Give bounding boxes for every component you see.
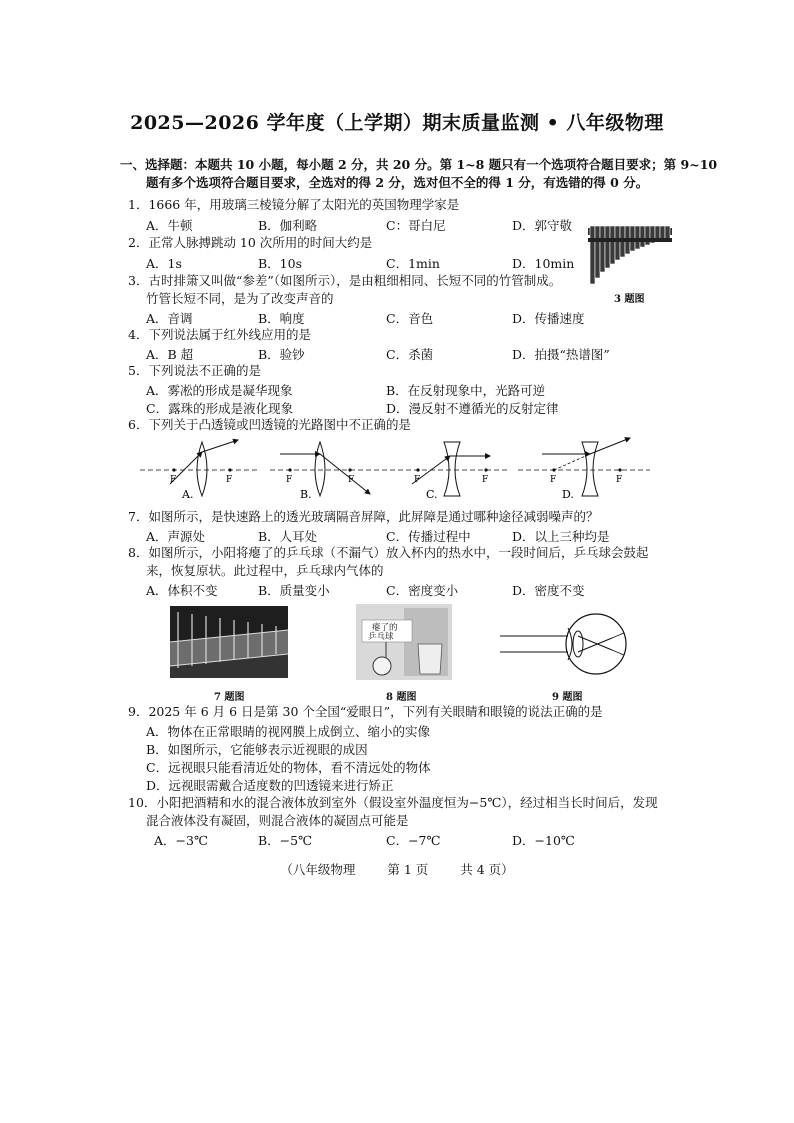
footer-total: 共 4 页）: [460, 862, 514, 877]
q10-option-c: C．−7℃: [386, 833, 441, 848]
footer-subject: （八年级物理: [280, 862, 356, 877]
question-2-stem: 2．正常人脉搏跳动 10 次所用的时间大约是: [128, 235, 373, 250]
fig-8-caption: 8 题图: [386, 692, 417, 703]
fig-8-label-line1: 瘪了的: [372, 623, 398, 633]
noise-barrier-photo: [170, 606, 288, 678]
page-footer: [0, 860, 794, 878]
svg-text:F: F: [348, 475, 355, 485]
q8-option-c: C．密度变小: [386, 583, 459, 598]
q3-option-d: D．传播速度: [512, 311, 585, 326]
lens-label-d: D.: [562, 488, 574, 500]
svg-text:F: F: [414, 475, 421, 485]
q7-option-c: C．传播过程中: [386, 529, 471, 544]
q7-option-a: A．声源处: [146, 529, 206, 544]
pingpong-photo: [356, 604, 452, 680]
q7-option-b: B．人耳处: [258, 529, 318, 544]
svg-text:F: F: [550, 475, 557, 485]
lens-label-b: B.: [300, 488, 312, 500]
question-6-stem: 6．下列关于凸透镜或凹透镜的光路图中不正确的是: [128, 417, 411, 432]
eye-diagram: [496, 608, 646, 680]
svg-text:F: F: [226, 475, 233, 485]
q5-option-d: D．漫反射不遵循光的反射定律: [386, 401, 559, 416]
fig-8-label-line2: 乒乓球: [368, 632, 394, 642]
q5-option-a: A．雾凇的形成是凝华现象: [146, 383, 293, 398]
q10-option-d: D．−10℃: [512, 833, 575, 848]
svg-text:F: F: [482, 475, 489, 485]
svg-text:F: F: [170, 475, 177, 485]
fig-9-caption: 9 题图: [552, 692, 583, 703]
q8-option-d: D．密度不变: [512, 583, 585, 598]
svg-text:F: F: [286, 475, 293, 485]
question-7-stem: 7．如图所示，是快速路上的透光玻璃隔音屏障，此屏障是通过哪种途径减弱噪声的？: [128, 509, 599, 524]
q5-option-b: B．在反射现象中，光路可逆: [386, 383, 546, 398]
q9-option-b: B．如图所示，它能够表示近视眼的成因: [146, 742, 368, 757]
q3-option-b: B．响度: [258, 311, 305, 326]
question-9-stem: 9．2025 年 6 月 6 日是第 30 个全国“爱眼日”，下列有关眼睛和眼镜的说法正确的是: [128, 704, 603, 719]
svg-text:F: F: [616, 475, 623, 485]
question-5-stem: 5．下列说法不正确的是: [128, 363, 261, 378]
lens-diagram-c: [390, 442, 508, 500]
lens-diagram-d: [518, 438, 650, 500]
q3-option-a: A．音调: [146, 311, 193, 326]
section-instructions-line2: 题有多个选项符合题目要求，全选对的得 2 分，选对但不全的得 1 分，有选错的得 0 分。: [146, 175, 649, 190]
q9-option-a: A．物体在正常眼睛的视网膜上成倒立、缩小的实像: [146, 724, 431, 739]
q3-option-c: C．音色: [386, 311, 434, 326]
section-instructions-line1: 一、选择题：本题共 10 小题，每小题 2 分，共 20 分。第 1~8 题只有一个选项符合题目要求；第 9~10: [120, 157, 718, 172]
q4-option-d: D．拍摄“热谱图”: [512, 347, 610, 362]
question-8-stem-line2: 来，恢复原状。此过程中，乒乓球内气体的: [146, 563, 384, 578]
footer-page: 第 1 页: [387, 862, 429, 877]
lens-diagram-a: [140, 440, 258, 500]
lens-diagram-b: [270, 442, 388, 500]
q1-option-b: B．伽利略: [258, 218, 318, 233]
q10-option-a: A．−3℃: [154, 833, 208, 848]
q8-option-a: A．体积不变: [146, 583, 218, 598]
question-3-stem-line1: 3．古时排箫又叫做“参差”（如图所示），是由粗细相同、长短不同的竹管制成。: [128, 273, 562, 288]
question-10-stem-line1: 10．小阳把酒精和水的混合液体放到室外（假设室外温度恒为−5℃），经过相当长时间后，发现: [128, 795, 658, 810]
page-title: 2025—2026 学年度（上学期）期末质量监测 • 八年级物理: [130, 112, 664, 134]
q2-option-c: C．1min: [386, 256, 440, 271]
question-10-stem-line2: 混合液体没有凝固，则混合液体的凝固点可能是: [146, 813, 409, 828]
q9-option-d: D．远视眼需戴合适度数的凹透镜来进行矫正: [146, 778, 394, 793]
fig-7-caption: 7 题图: [214, 692, 245, 703]
q1-option-c: C：哥白尼: [386, 218, 446, 233]
question-1-stem: 1．1666 年，用玻璃三棱镜分解了太阳光的英国物理学家是: [128, 197, 460, 212]
q2-option-b: B．10s: [258, 256, 303, 271]
q8-option-b: B．质量变小: [258, 583, 330, 598]
q9-option-c: C．远视眼只能看清近处的物体，看不清远处的物体: [146, 760, 431, 775]
question-4-stem: 4．下列说法属于红外线应用的是: [128, 327, 311, 342]
lens-label-a: A.: [182, 488, 194, 500]
q10-option-b: B．−5℃: [258, 833, 313, 848]
q2-option-a: A．1s: [146, 256, 182, 271]
q1-option-d: D．郭守敬: [512, 218, 573, 233]
q4-option-a: A．B 超: [146, 347, 194, 362]
q5-option-c: C．露珠的形成是液化现象: [146, 401, 294, 416]
q2-option-d: D．10min: [512, 256, 575, 271]
q4-option-c: C．杀菌: [386, 347, 434, 362]
q1-option-a: A．牛顿: [146, 218, 193, 233]
panpipe-figure: [586, 222, 676, 284]
q4-option-b: B．验钞: [258, 347, 305, 362]
q7-option-d: D．以上三种均是: [512, 529, 610, 544]
question-3-stem-line2: 竹管长短不同，是为了改变声音的: [146, 291, 334, 306]
fig-3-caption: 3 题图: [614, 294, 645, 305]
question-8-stem-line1: 8．如图所示，小阳将瘪了的乒乓球（不漏气）放入杯内的热水中，一段时间后，乒乓球会鼓起: [128, 545, 649, 560]
lens-label-c: C.: [426, 488, 438, 500]
lens-diagrams: [140, 436, 660, 500]
